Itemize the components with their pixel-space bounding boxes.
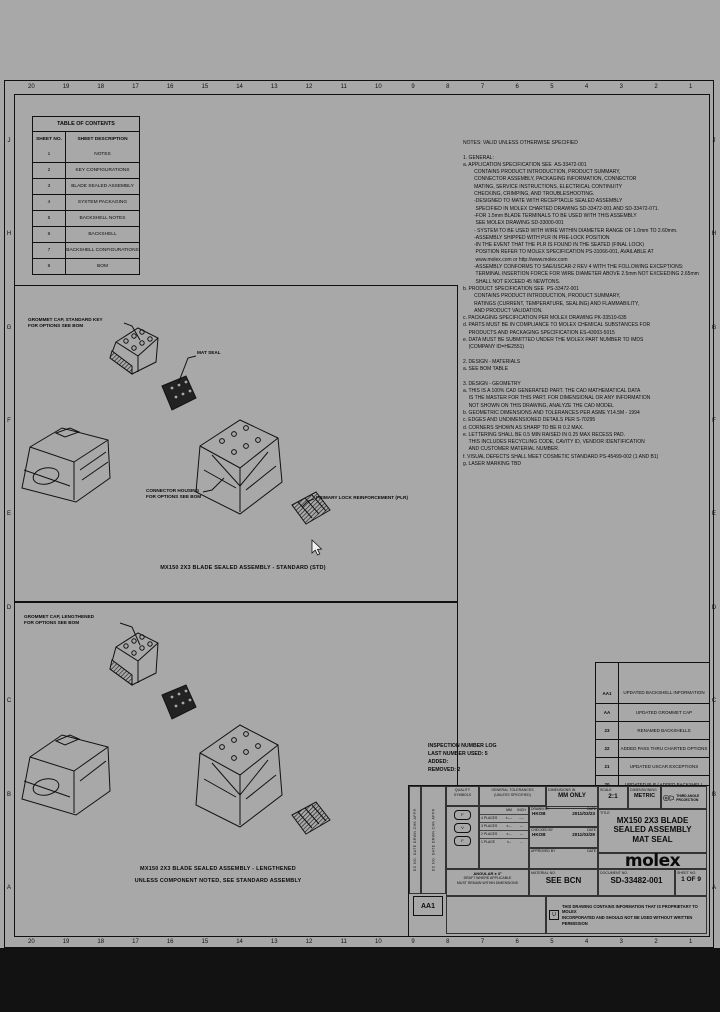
grid-number: 13 [270, 84, 278, 90]
grid-letter: D [6, 604, 12, 611]
grid-number: 2 [654, 939, 658, 945]
grid-number: 9 [411, 939, 415, 945]
grid-number: 20 [28, 939, 35, 945]
title-cell [598, 809, 707, 853]
grid-letter: G [711, 324, 717, 331]
revision-description: UPDATED BACKSHELL INFORMATION [623, 690, 705, 696]
grommet-cap-sketch [110, 328, 158, 374]
drawn-by-label: DRAWN BY [531, 807, 550, 811]
toc-title: TABLE OF CONTENTS [33, 117, 139, 132]
document-no-label: DOCUMENT NO. [600, 871, 629, 875]
checked-by-label: CHECKED BY [531, 828, 554, 832]
tolerance-places: 4 PLACES [481, 816, 498, 820]
toc-sheet-description: KEY CONFIGURATIONS [75, 168, 130, 173]
drawn-date-label: DATE [587, 807, 596, 811]
revision-code: 23 [596, 722, 619, 739]
title-label: TITLE [600, 811, 610, 815]
revision-code: 21 [596, 758, 619, 775]
grid-number: 18 [97, 939, 105, 945]
inspection-log-removed: REMOVED: 2 [428, 767, 461, 773]
toc-sheet-description: SYSTEM PACKAGING [77, 200, 128, 205]
grid-letter: F [7, 418, 11, 425]
grid-letter: F [712, 418, 716, 425]
revision-row-blank [596, 663, 709, 683]
revision-description [619, 663, 709, 683]
grid-letter: H [711, 231, 717, 238]
grid-number: 1 [689, 84, 693, 90]
toc-sheet-no: 8 [33, 259, 66, 274]
toc-sheet-no: 3 [33, 179, 66, 194]
inspection-log-last-number: LAST NUMBER USED: 5 [428, 751, 488, 757]
revision-row [596, 703, 709, 721]
tolerance-mm: ±--- [506, 832, 512, 836]
tolerance-row [480, 838, 528, 846]
grid-letter: B [711, 791, 716, 798]
grid-letter: C [711, 698, 717, 705]
toc-sheet-no: 7 [33, 243, 66, 258]
title-block [408, 785, 710, 937]
grid-number: 9 [411, 84, 415, 90]
quality-symbols-column [446, 806, 479, 869]
tolerance-places: 3 PLACES [481, 824, 498, 828]
tolerance-header-inch: INCH [517, 808, 526, 812]
toc-sheet-no: 5 [33, 211, 66, 226]
material-cell [529, 869, 598, 896]
grid-number: 4 [584, 939, 589, 945]
revision-code [596, 663, 619, 683]
revision-code: AA1 [596, 683, 619, 703]
approved-by-label: APPROVED BY [531, 849, 556, 853]
callout-plr: PRIMARY LOCK REINFORCEMENT (PLR) [316, 495, 408, 500]
revision-row [596, 683, 709, 703]
toc-sheet-description: BACKSHELL NOTES [79, 216, 126, 221]
units-value: MM ONLY [558, 792, 586, 799]
ec-record-strip-2: EC NO. DATE DRWN CHK APPR [421, 786, 446, 894]
projection-label: THIRD ANGLE PROJECTION [676, 793, 700, 802]
revision-row [596, 739, 709, 757]
proprietary-note: THIS DRAWING CONTAINS INFORMATION THAT IS PROPRIETARY TO MOLEX INCORPORATED AND SHOULD NOT BE USED WITHOUT WRITTEN PERMISSION [562, 903, 698, 926]
toc-sheet-no: 4 [33, 195, 66, 210]
connector-housing-sketch [196, 725, 282, 827]
inspection-number-log [428, 742, 497, 774]
caption-lengthened-assembly-line1: MX150 2X3 BLADE SEALED ASSEMBLY - LENGTHENED [140, 866, 296, 872]
toc-sheet-description: BLADE SEALED ASSEMBLY [71, 184, 134, 189]
grid-letter: E [6, 511, 11, 518]
tolerance-header-row [480, 807, 528, 814]
revision-description: UPDATED USCAR EXCEPTIONS [629, 763, 699, 769]
material-value: SEE BCN [545, 875, 582, 885]
grid-number: 16 [166, 939, 174, 945]
grid-number: 3 [619, 84, 623, 90]
callout-mat-seal: MAT SEAL [197, 350, 221, 355]
grid-number: 19 [62, 939, 70, 945]
grid-number: 7 [480, 84, 485, 90]
toc-sheet-description: BACKSHELL [88, 232, 117, 237]
grid-letter: A [711, 885, 716, 892]
callout-grommet-standard: GROMMET CAP, STANDARD KEY FOR OPTIONS SEE BOM [28, 317, 103, 329]
tolerance-inch: ---- [519, 816, 524, 820]
grid-number: 12 [305, 939, 313, 945]
dimensioning-label: DIMENSIONING [630, 788, 657, 792]
general-tolerances-label: GENERAL TOLERANCES (UNLESS SPECIFIED) [479, 786, 546, 806]
units-label: DIMENSIONS IN [548, 788, 576, 792]
certification-mark-icon: U [549, 910, 559, 920]
toc-sheet-description: NOTES [94, 152, 111, 157]
drawn-by-value: HKOB [532, 811, 546, 816]
grid-number: 10 [375, 84, 382, 90]
sheet-no-label: SHEET NO. [677, 871, 697, 875]
brand-cell [598, 853, 707, 869]
grid-number: 8 [446, 939, 450, 945]
grid-letter: C [6, 698, 12, 705]
tolerance-row [480, 822, 528, 830]
material-label: MATERIAL NO. [531, 871, 556, 875]
grid-number: 5 [550, 84, 554, 90]
grid-letter: B [6, 791, 11, 798]
tolerance-inch: --- [519, 832, 524, 836]
grid-number: 5 [550, 939, 554, 945]
inspection-log-title: INSPECTION NUMBER LOG [428, 743, 497, 749]
empty-cell [446, 896, 546, 934]
grid-number: 17 [132, 84, 139, 90]
checked-date-label: DATE [587, 828, 596, 832]
grid-number: 12 [305, 84, 313, 90]
assembled-housing-sketch [22, 428, 110, 502]
tolerance-table [479, 806, 529, 869]
dimensioning-cell [628, 786, 661, 809]
assembled-housing-sketch [22, 735, 110, 815]
grid-number: 15 [201, 939, 209, 945]
tolerance-inch: -- [520, 840, 523, 844]
grid-number: 3 [619, 939, 623, 945]
grid-number: 13 [270, 939, 278, 945]
revision-row [596, 757, 709, 775]
toc-header-sheet-no: SHEET NO. [33, 132, 66, 147]
tolerance-inch: --- [519, 824, 524, 828]
toc-sheet-no: 6 [33, 227, 66, 242]
draft-note: DRAFT WHERE APPLICABLE MUST REMAIN WITHIN DIMENSIONS [457, 876, 518, 885]
toc-sheet-no: 1 [33, 147, 66, 162]
grid-number: 18 [97, 84, 105, 90]
mouse-cursor-icon [312, 540, 322, 555]
revision-description: RENAMED BACKSHELLS [637, 727, 691, 733]
grid-number: 2 [654, 84, 658, 90]
quality-symbols-label: QUALITY SYMBOLS [446, 786, 479, 806]
revision-row [596, 721, 709, 739]
checked-by-value: HKOB [532, 832, 546, 837]
scale-cell [598, 786, 628, 809]
grid-letter: G [6, 324, 12, 331]
checked-by-cell [529, 827, 598, 848]
sheet-no-cell [675, 869, 707, 896]
scan-black-band [0, 948, 720, 1012]
approved-by-cell [529, 848, 598, 869]
toc-sheet-no: 2 [33, 163, 66, 178]
tolerance-places: 2 PLACES [481, 832, 498, 836]
grid-number: 1 [689, 939, 693, 945]
current-revision-box: AA1 [413, 896, 443, 916]
quality-symbol-icon: F [454, 810, 471, 820]
grid-number: 6 [515, 939, 519, 945]
inspection-log-added: ADDED: [428, 759, 449, 765]
quality-symbols [447, 810, 478, 846]
grid-number: 11 [340, 939, 347, 945]
grid-number: 16 [166, 84, 174, 90]
grommet-cap-sketch [110, 633, 158, 685]
grid-number: 11 [340, 84, 347, 90]
document-no-cell [598, 869, 675, 896]
grid-letter: J [7, 137, 11, 144]
document-no-value: SD-33482-001 [610, 875, 663, 885]
tolerance-rows [480, 807, 528, 846]
grid-number: 10 [375, 939, 382, 945]
revision-description: UPDATED GROMMET CAP [635, 709, 693, 715]
quality-symbol-icon: V [454, 823, 471, 833]
revision-code: 22 [596, 740, 619, 757]
grid-number: 20 [28, 84, 35, 90]
grid-letter: J [712, 137, 716, 144]
connector-housing-sketch [196, 420, 282, 514]
grid-number: 7 [480, 939, 485, 945]
drawn-by-cell [529, 806, 598, 827]
grid-number: 14 [236, 939, 243, 945]
quality-symbol-icon: F [454, 836, 471, 846]
checked-date-value: 2011/03/29 [572, 832, 595, 837]
sheet-no-value: 1 OF 9 [681, 875, 701, 883]
third-angle-projection-icon [663, 791, 674, 805]
tolerance-places: 1 PLACE [481, 840, 495, 844]
tolerance-mm: ±-- [506, 840, 512, 844]
proprietary-cell [546, 896, 707, 934]
revision-description: ADDED PASS THRU CHARTED OPTIONS [620, 745, 708, 751]
angular-tolerance: ANGULAR ± 3° [473, 871, 502, 876]
scale-label: SCALE [600, 788, 612, 792]
approved-date-label: DATE [587, 849, 596, 853]
mat-seal-sketch [162, 685, 196, 719]
lengthened-assembly-drawing [22, 623, 330, 834]
tolerance-row [480, 814, 528, 822]
tolerance-mm: ±--- [506, 824, 512, 828]
toc-sheet-description: BOM [97, 264, 108, 269]
grid-letter: H [6, 231, 12, 238]
projection-cell [661, 786, 707, 809]
scale-value: 2:1 [608, 792, 618, 800]
caption-lengthened-assembly-line2: UNLESS COMPONENT NOTED, SEE STANDARD ASSEMBLY [134, 878, 302, 884]
callout-connector-housing: CONNECTOR HOUSING FOR OPTIONS SEE BOM [146, 488, 202, 500]
tolerance-header-mm: MM [506, 808, 512, 812]
toc-sheet-description: BACKSHELL CONFIGURATIONS [66, 248, 139, 253]
general-notes: NOTES: VALID UNLESS OTHERWISE SPECIFIED 1. GENERAL: a. APPLICATION SPECIFICATION SEE AS-33472-001 CONTAINS PRODUCT INTRODUCTION, PRODUCT SUMMARY, CONNECTOR ASSEMBLY, PACKAGING INFORMATION, CONNECTOR MATING, SERVICE INSTRUCTIONS, ELECTRICAL CONTINUITY CHECKING, CRIMPING, AND TROUBLESHOOTING. -DESIGNED TO MATE WITH RECEPTACLE SEALED ASSEMBLY SPECIFIED IN MOLEX CHARTED DRAWING SD-33472-001 AND SD-33472-071. -FOR 1.5mm BLADE TERMINALS TO BE USED WITH THIS ASSEMBLY SEE MOLEX DRAWING SD-33000-001 - SYSTEM TO BE USED WITH WIRE WITHIN DIAMETER RANGE OF 1.0mm TO 2.60mm. -ASSEMBLY SHIPPED WITH PLR IN PRE-LOCK POSITION -IN THE EVENT THAT THE PLR IS FOUND IN THE SEATED (FINAL LOCK) POSITION REFER TO MOLEX SPECIFICATION PS-31066-001, AVAILABLE AT www.molex.com or http://www.molex.com -ASSEMBLY CONFORMS TO SAE/USCAR-2 REV 4 WITH THE FOLLOWING EXCEPTIONS: TERMINAL INSERTION FORCE FOR WIRE DIAMETER ABOVE 2.5mm NOT EXCEEDING 2.65mm SHALL NOT EXCEED 45 NEWTONS. b. PRODUCT SPECIFICATION SEE PS-33472-001 CONTAINS PRODUCT INTRODUCTION, PRODUCT SUMMARY, RATINGS (CURRENT, TEMPERATURE, SEALING) AND FLAMMABILITY, AND PRODUCT VALIDATION. c. PACKAGING SPECIFICATION PER MOLEX DRAWING PK-33510-635 d. PARTS MUST BE IN COMPLIANCE TO MOLEX CHEMICAL SUBSTANCES FOR PRODUCTS AND PACKAGING SPECIFICATION ES-43003-5015 e. DATA MUST BE SUBMITTED UNDER THE MOLEX PART NUMBER TO IMDS (COMPANY ID=HE2551) 2. DESIGN - MATERIALS a. SEE BOM TABLE 3. DESIGN - GEOMETRY a. THIS IS A 100% CAD GENERATED PART. THE CAD MATHEMATICAL DATA IS THE MASTER FOR THIS PART. FOR DIMENSIONAL OR ANY INFORMATION NOT SHOWN ON THIS DRAWING, ANALYZE THE CAD MODEL b. GEOMETRIC DIMENSIONS AND TOLERANCES PER ASME Y14.5M - 1994 c. EDGES AND UNDIMENSIONED DETAILS PER S-70295 d. CORNERS SHOWN AS SHARP TO BE R 0.2 MAX. e. LETTERING SHALL BE 0.5 MIN RAISED IN 0.25 MAX RECESS PAD. THIS INCLUDES RECYCLING CODE, CAVITY ID, VENDOR IDENTIFICATION AND CUSTOMER MATERIAL NUMBER. f. VISUAL DEFECTS SHALL MEET COSMETIC STANDARD PS-45499-002 (1 AND B1) g. LASER MARKING TBD [463, 140, 699, 468]
angular-draft-cell [446, 869, 529, 896]
revision-code: AA [596, 704, 619, 721]
drawing-title: MX150 2X3 BLADE SEALED ASSEMBLY MAT SEAL [613, 815, 692, 844]
grid-number: 17 [132, 939, 139, 945]
molex-logo: molex [624, 851, 681, 871]
tolerance-header-label [480, 807, 503, 814]
grid-number: 14 [236, 84, 243, 90]
toc-header-description: SHEET DESCRIPTION [77, 137, 128, 142]
grid-number: 6 [515, 84, 519, 90]
callout-grommet-lengthened: GROMMET CAP, LENGTHENED FOR OPTIONS SEE BOM [24, 614, 94, 626]
ec-record-strip-1: EC NO. DATE DRWN CHK APPR [409, 786, 421, 894]
grid-letter: A [6, 885, 11, 892]
caption-standard-assembly: MX150 2X3 BLADE SEALED ASSEMBLY - STANDARD (STD) [160, 565, 326, 571]
grid-number: 8 [446, 84, 450, 90]
grid-letter: D [711, 604, 717, 611]
drawn-date-value: 2011/03/23 [572, 811, 595, 816]
dimensioning-value: METRIC [633, 792, 656, 799]
grid-letter: E [711, 511, 716, 518]
grid-number: 15 [201, 84, 209, 90]
grid-number: 19 [62, 84, 70, 90]
plr-sketch [292, 802, 330, 834]
grid-number: 4 [584, 84, 589, 90]
revision-rows [596, 683, 709, 793]
tolerance-row [480, 830, 528, 838]
tolerance-mm: ±---- [505, 816, 513, 820]
